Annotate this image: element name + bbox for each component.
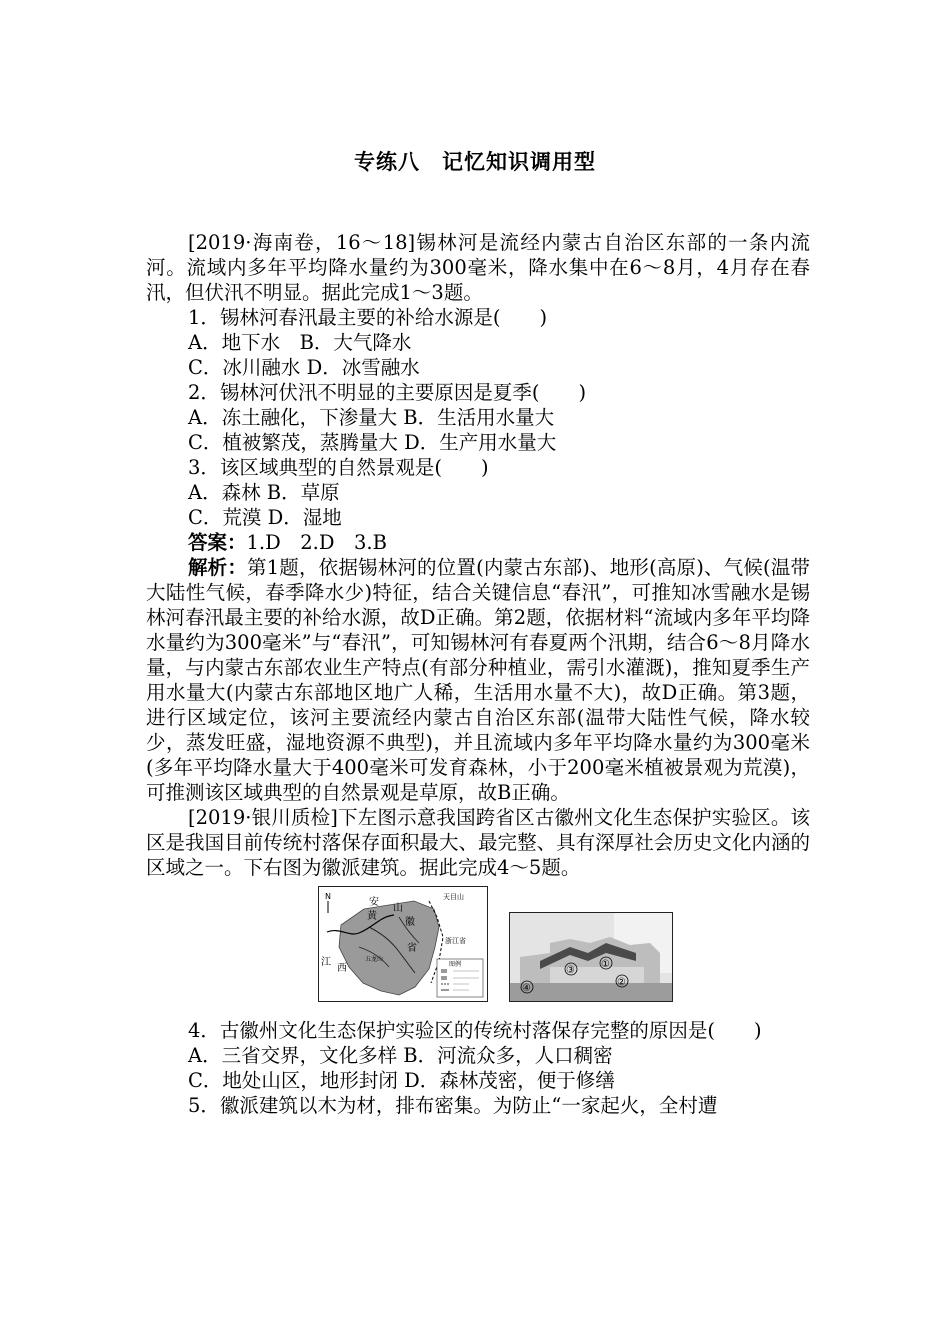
map-label-huangshan-1: 黄 xyxy=(367,911,377,922)
map-svg xyxy=(319,887,487,1001)
photo-label-2: ② xyxy=(617,977,626,988)
q3-options-ab: A．森林 B．草原 xyxy=(188,481,340,504)
figures-row xyxy=(146,886,810,1004)
photo-label-1: ① xyxy=(601,959,610,970)
q4-stem: 4．古徽州文化生态保护实验区的传统村落保存完整的原因是( ) xyxy=(188,1019,762,1042)
north-arrow-label: N xyxy=(325,892,331,901)
map-label-huangshan-2: 山 xyxy=(393,903,403,914)
q4-options-cd: C．地处山区，地形封闭 D．森林茂密，便于修缮 xyxy=(188,1069,615,1092)
map-label-anhui-2: 徽 xyxy=(405,917,415,928)
q2-options-cd: C．植被繁茂，蒸腾量大 D．生产用水量大 xyxy=(188,431,557,454)
map-label-tianmu: 天目山 xyxy=(443,893,464,901)
map-label-zhejiang: 浙江省 xyxy=(445,937,466,945)
q1-stem: 1．锡林河春汛最主要的补给水源是( ) xyxy=(188,306,548,329)
q2-options-ab: A．冻土融化，下渗量大 B．生活用水量大 xyxy=(188,406,555,429)
analysis-text: 第1题，依据锡林河的位置(内蒙古东部)、地形(高原)、气候(温带大陆性气候，春季降水少)特征，结合关键信息“春汛”，可推知冰雪融水是锡林河春汛最主要的补给水源，故D正确。第2题，依据材料“流域内多年平均降水量约为300毫米”与“春汛”，可知锡林河有春夏两个汛期，结合6～8月降水量，与内蒙古东部农业生产特点(有部分种植业，需引水灌溉)，推知夏季生产用水量大(内蒙古东部地区地广人稀，生活用水量不大)，故D正确。第3题，进行区域定位，该河主要流经内蒙古自治区东部(温带大陆性气候，降水较少，蒸发旺盛，湿地资源不典型)，并且流域内多年平均降水量约为300毫米(多年平均降水量大于400毫米可发育森林，小于200毫米植被景观为荒漠)，可推测该区域典型的自然景观是草原，故B正确。 xyxy=(146,556,810,804)
photo-svg xyxy=(510,913,672,1001)
q2-stem: 2．锡林河伏汛不明显的主要原因是夏季( ) xyxy=(188,381,587,404)
analysis-paragraph xyxy=(146,555,810,805)
intro-paragraph-1: [2019·海南卷，16～18]锡林河是流经内蒙古自治区东部的一条内流河。流域内多年平均降水量约为300毫米，降水集中在6～8月，4月存在春汛，但伏汛不明显。据此完成1～3题。 xyxy=(146,231,810,304)
q4-options-ab: A．三省交界，文化多样 B．河流众多，人口稠密 xyxy=(188,1044,613,1067)
answer-label: 答案： xyxy=(188,531,247,554)
map-label-anhui-1: 安 xyxy=(369,897,379,908)
q1-options-ab: A．地下水 B．大气降水 xyxy=(188,331,412,354)
document-body xyxy=(146,230,810,1118)
answer-line xyxy=(146,530,810,555)
page-title: 专练八 记忆知识调用型 xyxy=(354,150,596,174)
huizhou-building-photo xyxy=(509,912,673,1002)
photo-label-4: ④ xyxy=(522,983,531,994)
q3-stem: 3．该区域典型的自然景观是( ) xyxy=(188,456,489,479)
q3-options-cd: C．荒漠 D．湿地 xyxy=(188,506,342,529)
q5-stem: 5．徽派建筑以木为材，排布密集。为防止“一家起火，全村遭 xyxy=(188,1094,718,1117)
map-label-wuyuan: 五龙山 xyxy=(365,956,384,963)
map-label-jiang: 江 xyxy=(321,957,331,968)
map-label-sheng: 省 xyxy=(407,943,417,954)
intro-paragraph-2: [2019·银川质检]下左图示意我国跨省区古徽州文化生态保护实验区。该区是我国目前传统村落保存面积最大、最完整、具有深厚社会历史文化内涵的区域之一。下右图为徽派建筑。据此完成4～5题。 xyxy=(146,806,810,879)
map-label-xi: 西 xyxy=(337,963,347,974)
photo-label-3: ③ xyxy=(566,965,575,976)
answer-text: 1.D 2.D 3.B xyxy=(246,531,387,554)
q1-options-cd: C．冰川融水 D．冰雪融水 xyxy=(188,356,420,379)
map-legend-title: 图例 xyxy=(449,961,462,968)
huizhou-map-figure xyxy=(318,886,488,1002)
analysis-label: 解析： xyxy=(188,556,248,579)
